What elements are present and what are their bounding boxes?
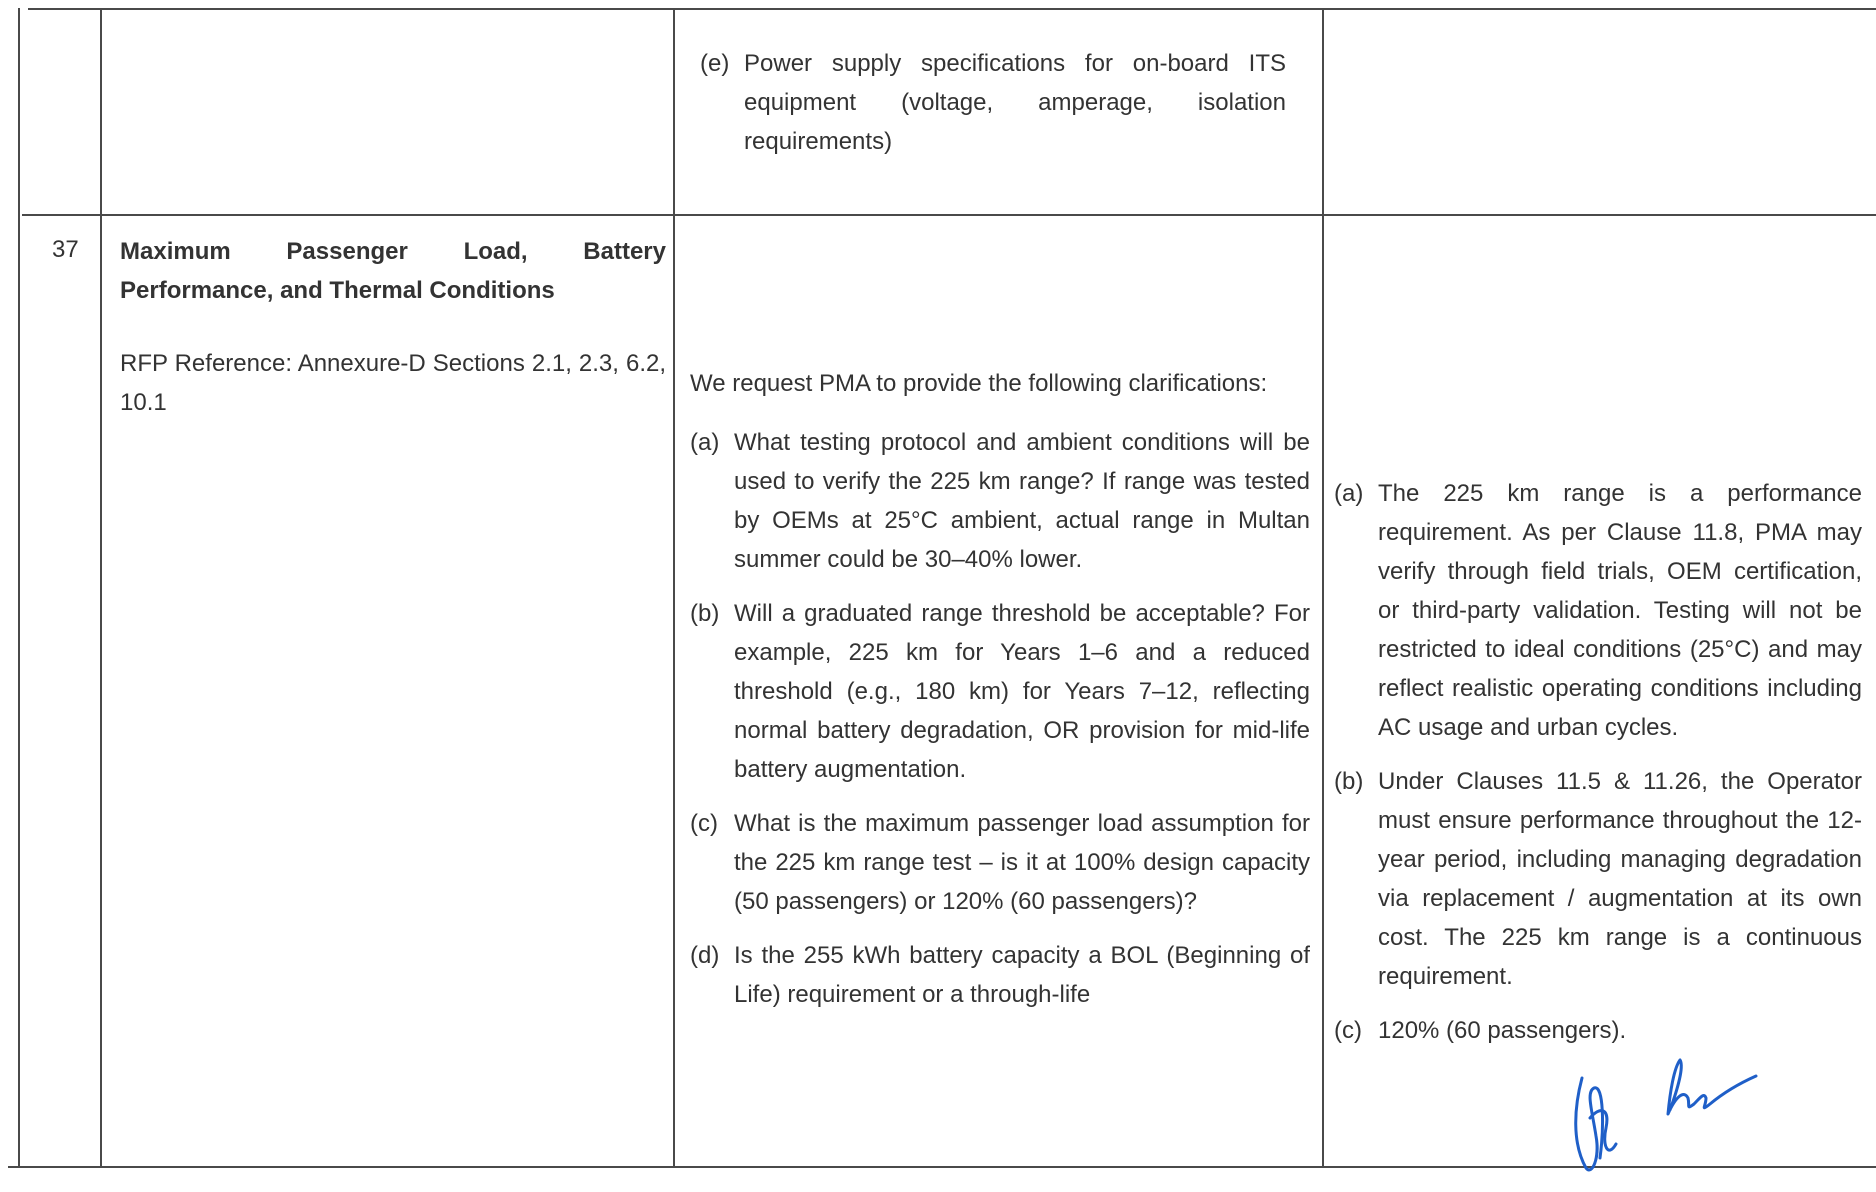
column-divider-3 [1322,8,1324,1168]
response-item [1334,474,1862,747]
item-text: Will a graduated range threshold be acceptable? For example, 225 km for Years 1–6 and a reduced threshold (e.g., 180 km) for Years 7–12, reflecting normal battery degradation, OR provision for mid-life battery augmentation. [734,600,1310,783]
row-number: 37 [52,236,79,263]
response-item [1334,762,1862,996]
item-text: Power supply specifications for on-board ITS equipment (voltage, amperage, isolation requirements) [744,50,1286,155]
column-divider-1 [100,8,102,1168]
topic-title: Maximum Passenger Load, Battery Performance, and Thermal Conditions [120,238,666,304]
question-item [690,804,1310,921]
item-text: What is the maximum passenger load assumption for the 225 km range test – is it at 100% design capacity (50 passengers) or 120% (60 passengers)? [734,810,1310,915]
question-item [690,423,1310,579]
row-divider-rule [22,214,1876,216]
signature [1560,1048,1760,1178]
item-marker: (b) [1334,768,1364,795]
item-marker: (a) [1334,480,1364,507]
item-text: Under Clauses 11.5 & 11.26, the Operator must ensure performance throughout the 12-year period, including managing degradation via replacement / augmentation at its own cost. The 225 km range is a continuous requirement. [1378,768,1862,990]
clarification-request-cell [690,364,1310,1166]
item-marker: (c) [1334,1017,1362,1044]
item-text: What testing protocol and ambient conditions will be used to verify the 225 km range? If range was tested by OEMs at 25°C ambient, actual range in Multan summer could be 30–40% lower. [734,429,1310,573]
request-intro: We request PMA to provide the following clarifications: [690,370,1268,397]
item-marker: (d) [690,942,720,969]
item-text: 120% (60 passengers). [1378,1017,1627,1044]
rfp-reference: RFP Reference: Annexure-D Sections 2.1, 2.3, 6.2, 10.1 [120,350,666,416]
response-item [1334,1011,1862,1050]
item-text: The 225 km range is a performance requirement. As per Clause 11.8, PMA may verify through field trials, OEM certification, or third-party validation. Testing will not be restricted to ideal conditions (25°C) and may reflect realistic operating conditions including AC usage and urban cycles. [1378,480,1862,741]
item-marker: (e) [700,50,730,77]
item-marker: (b) [690,600,720,627]
topic-cell [120,232,666,422]
question-item [690,594,1310,789]
list-item [700,44,1286,161]
table-top-rule [28,8,1876,10]
row1-clarification-cell [700,44,1286,176]
column-divider-2 [673,8,675,1168]
table-left-rule [18,8,20,1168]
question-item [690,936,1310,1014]
item-marker: (c) [690,810,718,837]
item-marker: (a) [690,429,720,456]
item-text: Is the 255 kWh battery capacity a BOL (Beginning of Life) requirement or a through-life [734,942,1310,1008]
